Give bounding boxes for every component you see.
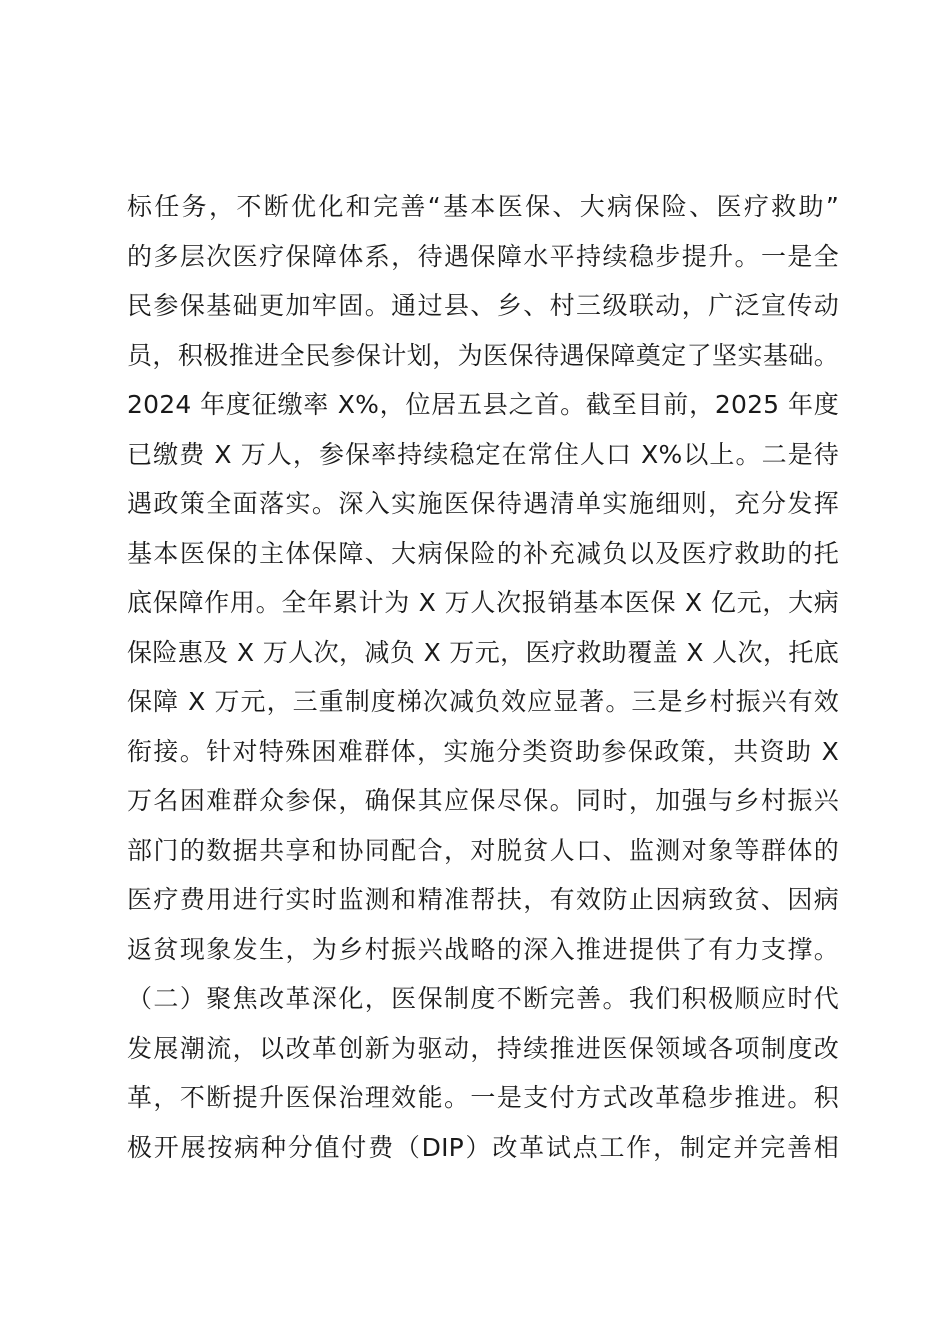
text-line: 革，不断提升医保治理效能。一是支付方式改革稳步推进。积 (127, 1083, 839, 1112)
text-line: 保险惠及 X 万人次，减负 X 万元，医疗救助覆盖 X 人次，托底 (127, 637, 839, 667)
text-line: 极开展按病种分值付费（DIP）改革试点工作，制定并完善相 (127, 1132, 839, 1162)
text-line: 民参保基础更加牢固。通过县、乡、村三级联动，广泛宣传动 (127, 291, 839, 320)
body-text (127, 182, 839, 1172)
text-line: 部门的数据共享和协同配合，对脱贫人口、监测对象等群体的 (127, 835, 839, 865)
text-line: 发展潮流，以改革创新为驱动，持续推进医保领域各项制度改 (127, 1033, 839, 1063)
text-line: （二）聚焦改革深化，医保制度不断完善。我们积极顺应时代 (127, 984, 839, 1013)
text-line: 万名困难群众参保，确保其应保尽保。同时，加强与乡村振兴 (127, 786, 839, 815)
text-line: 遇政策全面落实。深入实施医保待遇清单实施细则，充分发挥 (127, 489, 839, 518)
text-line: 的多层次医疗保障体系，待遇保障水平持续稳步提升。一是全 (127, 241, 839, 271)
text-line: 员，积极推进全民参保计划，为医保待遇保障奠定了坚实基础。 (127, 340, 839, 370)
text-line: 已缴费 X 万人，参保率持续稳定在常住人口 X%以上。二是待 (127, 439, 839, 469)
text-line: 返贫现象发生，为乡村振兴战略的深入推进提供了有力支撑。 (127, 934, 839, 964)
text-line: 医疗费用进行实时监测和精准帮扶，有效防止因病致贫、因病 (127, 885, 839, 914)
text-line: 衔接。针对特殊困难群体，实施分类资助参保政策，共资助 X (127, 736, 839, 766)
text-line: 底保障作用。全年累计为 X 万人次报销基本医保 X 亿元，大病 (127, 588, 839, 617)
text-line: 基本医保的主体保障、大病保险的补充减负以及医疗救助的托 (127, 538, 839, 568)
text-line: 2024 年度征缴率 X%，位居五县之首。截至目前，2025 年度 (127, 390, 839, 419)
text-line: 保障 X 万元，三重制度梯次减负效应显著。三是乡村振兴有效 (127, 687, 839, 716)
text-line: 标任务，不断优化和完善“基本医保、大病保险、医疗救助” (127, 192, 839, 221)
